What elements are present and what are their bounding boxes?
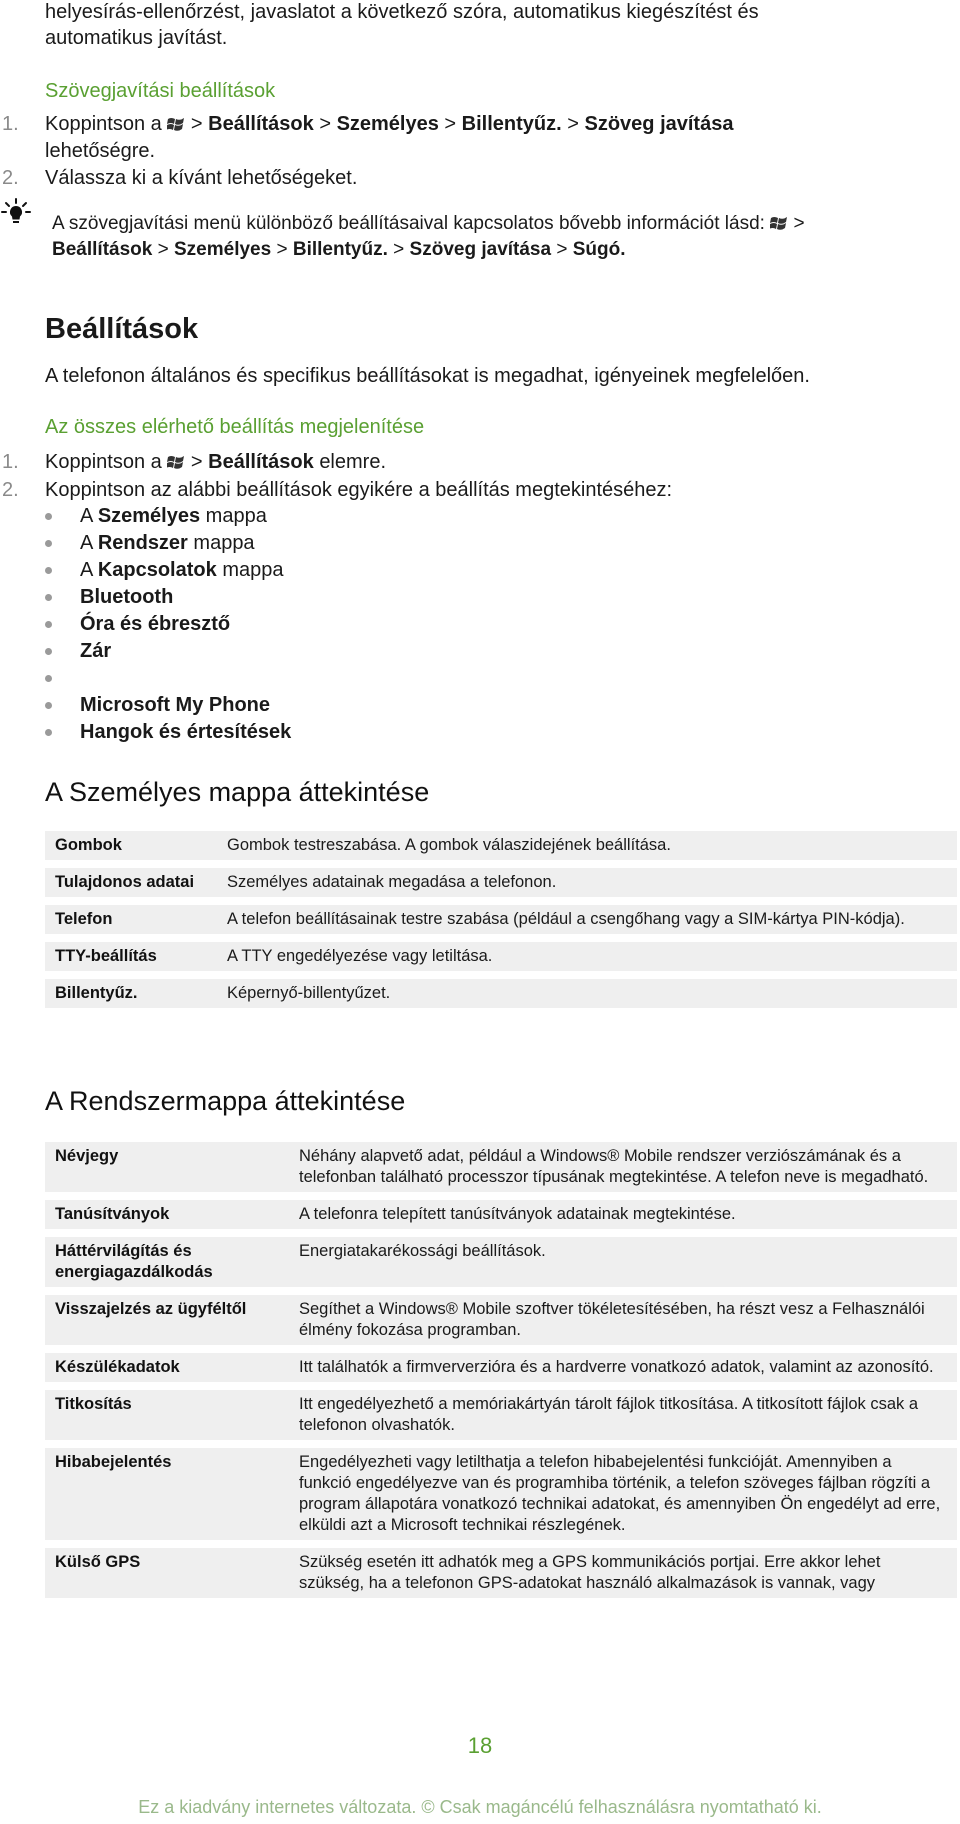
table-value: Energiatakarékossági beállítások. <box>289 1237 957 1287</box>
page-number: 18 <box>467 1733 493 1758</box>
bullet-bold: Óra és ébresztő <box>80 613 231 635</box>
table-value: Gombok testreszabása. A gombok válaszidejének beállítása. <box>217 831 957 860</box>
menu-path-billentyuz: Billentyűz. <box>292 239 388 260</box>
table-value: Szükség esetén itt adhatók meg a GPS kommunikációs portjai. Erre akkor lehet szükség, ha a telefonon GPS-adatokat használó alkalmazások is vannak, vagy <box>289 1548 957 1598</box>
bullet-text <box>80 693 270 717</box>
bullet-dot <box>45 648 52 655</box>
bullet-dot <box>45 702 52 709</box>
bullet-text <box>80 504 267 528</box>
separator: > <box>567 113 579 135</box>
text-correction-step-1 <box>45 112 733 136</box>
table-row <box>45 1448 957 1540</box>
bullet-item <box>0 585 900 609</box>
table-row <box>45 1295 957 1345</box>
table-key: Háttérvilágítás és energiagazdálkodás <box>45 1237 289 1287</box>
bullet-dot <box>45 594 52 601</box>
separator: > <box>319 113 331 135</box>
bullet-item <box>0 666 900 690</box>
intro-line-1: helyesírás-ellenőrzést, javaslatot a következő szóra, automatikus kiegészítést és <box>45 1 759 23</box>
tip-line-2 <box>52 238 626 262</box>
menu-path-beallitasok: Beállítások <box>208 113 314 135</box>
bullet-post: mappa <box>205 505 267 527</box>
menu-path-beallitasok: Beállítások <box>52 239 153 260</box>
bullet-item <box>0 612 900 636</box>
separator: > <box>157 239 169 260</box>
bullet-text <box>80 639 111 663</box>
step-number: 2. <box>2 167 19 189</box>
bullet-bold: Microsoft My Phone <box>80 694 271 716</box>
table-key: Billentyűz. <box>45 979 217 1008</box>
bullet-bold: Személyes <box>97 505 201 527</box>
step-text: Koppintson a <box>45 113 162 135</box>
bullet-pre: A <box>80 559 93 581</box>
table-value: Itt engedélyezhető a memóriakártyán tárolt fájlok titkosítása. A titkosított fájlok csak a telefonon olvashatók. <box>289 1390 957 1440</box>
table-value: Képernyő-billentyűzet. <box>217 979 957 1008</box>
bullet-item <box>0 504 900 528</box>
bullet-text <box>80 720 291 744</box>
menu-path-szemelyes: Személyes <box>174 239 272 260</box>
windows-start-icon <box>770 214 788 230</box>
menu-path-szoveg-javitasa: Szöveg javítása <box>409 239 552 260</box>
bullet-bold: Rendszer <box>97 532 188 554</box>
table-row <box>45 1390 957 1440</box>
personal-overview-table <box>45 823 957 1016</box>
bullet-item <box>0 558 900 582</box>
step-number: 1. <box>2 113 19 135</box>
settings-step-1 <box>45 450 386 474</box>
separator: > <box>393 239 405 260</box>
menu-path-szoveg-javitasa: Szöveg javítása <box>584 113 734 135</box>
table-key: Névjegy <box>45 1142 289 1192</box>
table-row <box>45 1237 957 1287</box>
step-number: 2. <box>2 479 19 501</box>
windows-start-icon <box>167 452 185 468</box>
table-value: A telefon beállításainak testre szabása (például a csengőhang vagy a SIM-kártya PIN-kódja). <box>217 905 957 934</box>
bullet-bold: Kapcsolatok <box>97 559 217 581</box>
settings-step-2: Koppintson az alábbi beállítások egyikére a beállítás megtekintéséhez: <box>45 479 673 501</box>
table-value: A telefonra telepített tanúsítványok adatainak megtekintése. <box>289 1200 957 1229</box>
table-key: Tanúsítványok <box>45 1200 289 1229</box>
step-text: Koppintson a <box>45 451 162 473</box>
settings-title: Beállítások <box>45 313 199 345</box>
bullet-text <box>80 585 173 609</box>
table-row <box>45 1353 957 1382</box>
table-key: Telefon <box>45 905 217 934</box>
separator: > <box>190 451 203 473</box>
text-correction-step-2: Válassza ki a kívánt lehetőségeket. <box>45 167 358 189</box>
separator: > <box>793 213 805 234</box>
table-value: A TTY engedélyezése vagy letiltása. <box>217 942 957 971</box>
table-key: TTY-beállítás <box>45 942 217 971</box>
menu-path-beallitasok: Beállítások <box>208 451 314 473</box>
menu-path-sugo: Súgó. <box>572 239 626 260</box>
intro-line-2: automatikus javítást. <box>45 27 228 49</box>
table-row <box>45 1548 957 1598</box>
table-key: Külső GPS <box>45 1548 289 1598</box>
table-row <box>45 831 957 860</box>
bullet-item <box>0 531 900 555</box>
table-key: Titkosítás <box>45 1390 289 1440</box>
lightbulb-tip-icon <box>0 198 32 228</box>
table-row <box>45 1200 957 1229</box>
table-key: Gombok <box>45 831 217 860</box>
bullet-text <box>80 612 230 636</box>
table-row <box>45 1142 957 1192</box>
settings-subheading: Az összes elérhető beállítás megjelenítése <box>45 416 425 438</box>
personal-overview-title: A Személyes mappa áttekintése <box>45 777 430 807</box>
table-row <box>45 979 957 1008</box>
separator: > <box>190 113 203 135</box>
table-row <box>45 942 957 971</box>
table-key: Hibabejelentés <box>45 1448 289 1540</box>
footer-note: Ez a kiadvány internetes változata. © Csak magáncélú felhasználásra nyomtatható ki. <box>138 1797 822 1817</box>
table-row <box>45 868 957 897</box>
table-value: Személyes adatainak megadása a telefonon. <box>217 868 957 897</box>
system-overview-title: A Rendszermappa áttekintése <box>45 1086 406 1116</box>
table-key: Készülékadatok <box>45 1353 289 1382</box>
bullet-bold: Hangok és értesítések <box>80 721 292 743</box>
bullet-item <box>0 639 900 663</box>
table-row <box>45 905 957 934</box>
bullet-bold: Zár <box>80 640 112 662</box>
bullet-text <box>80 558 283 582</box>
bullet-pre: A <box>80 532 93 554</box>
bullet-post: mappa <box>193 532 255 554</box>
table-key: Tulajdonos adatai <box>45 868 217 897</box>
bullet-dot <box>45 675 52 682</box>
step-text: elemre. <box>319 451 387 473</box>
bullet-item <box>0 693 900 717</box>
table-value: Engedélyezheti vagy letilthatja a telefon hibabejelentési funkcióját. Amennyiben a funkció engedélyezve van és programhiba történik, a telefon szöveges fájlban rögzíti a program állapotára vonatkozó technikai adatokat, és amennyiben Ön engedélyt ad erre, elküldi azt a Microsoft technikai részlegének. <box>289 1448 957 1540</box>
bullet-dot <box>45 729 52 736</box>
menu-path-szemelyes: Személyes <box>336 113 439 135</box>
table-value: Itt találhatók a firmververzióra és a hardverre vonatkozó adatok, valamint az azonosító. <box>289 1353 957 1382</box>
step-text-continued: lehetőségre. <box>45 140 156 162</box>
separator: > <box>444 113 457 135</box>
settings-description: A telefonon általános és specifikus beállításokat is megadhat, igényeinek megfelelően. <box>45 365 810 387</box>
step-number: 1. <box>2 451 19 473</box>
system-overview-table <box>45 1134 957 1606</box>
menu-path-billentyuz: Billentyűz. <box>461 113 562 135</box>
tip-line-1 <box>52 212 805 236</box>
separator: > <box>276 239 288 260</box>
bullet-bold: Bluetooth <box>80 586 174 608</box>
text-correction-heading: Szövegjavítási beállítások <box>45 80 276 102</box>
table-value: Néhány alapvető adat, például a Windows® Mobile rendszer verziószámának és a telefonban található processzor típusának megtekintése. A telefon neve is megadható. <box>289 1142 957 1192</box>
bullet-pre: A <box>80 505 93 527</box>
bullet-dot <box>45 540 52 547</box>
bullet-text <box>80 531 255 555</box>
table-key: Visszajelzés az ügyféltől <box>45 1295 289 1345</box>
bullet-dot <box>45 621 52 628</box>
bullet-dot <box>45 567 52 574</box>
bullet-post: mappa <box>222 559 284 581</box>
table-value: Segíthet a Windows® Mobile szoftver tökéletesítésében, ha részt vesz a Felhasználói élmény fokozása programban. <box>289 1295 957 1345</box>
bullet-item <box>0 720 900 744</box>
windows-start-icon <box>167 114 185 130</box>
separator: > <box>556 239 568 260</box>
tip-text: A szövegjavítási menü különböző beállításaival kapcsolatos bővebb információt lásd: <box>52 213 765 234</box>
bullet-dot <box>45 513 52 520</box>
